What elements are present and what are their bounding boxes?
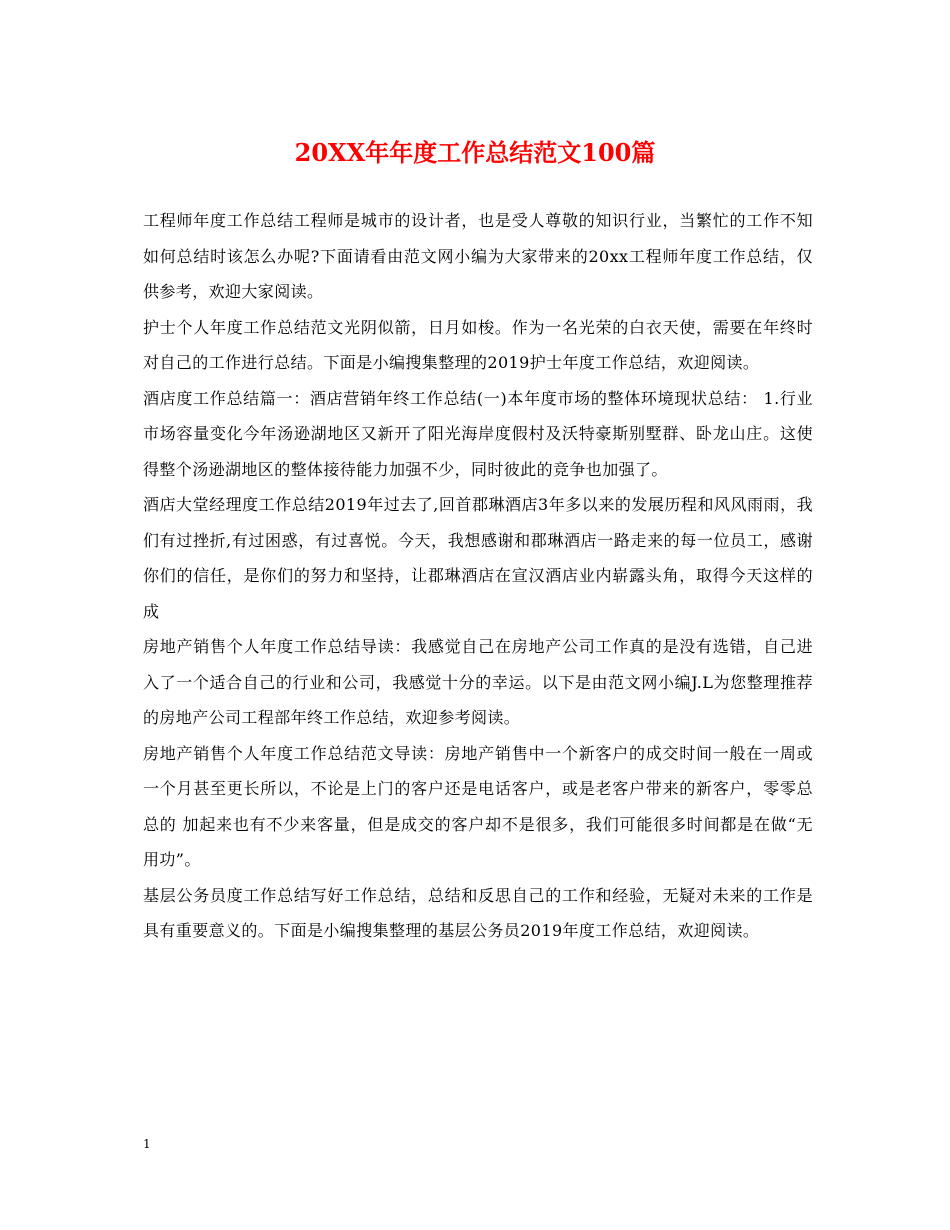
paragraph-nurse-summary: 护士个人年度工作总结范文光阴似箭，日月如梭。作为一名光荣的白衣天使，需要在年终时对自己的工作进行总结。下面是小编搜集整理的2019护士年度工作总结，欢迎阅读。 [143,317,813,372]
paragraph-real-estate-summary: 房地产销售个人年度工作总结导读：我感觉自己在房地产公司工作真的是没有选错，自己进入了一个适合自己的行业和公司，我感觉十分的幸运。以下是由范文网小编J.L为您整理推荐的房地产公司工程部年终工作总结，欢迎参考阅读。 [143,637,813,727]
paragraph-engineer-summary: 工程师年度工作总结工程师是城市的设计者，也是受人尊敬的知识行业，当繁忙的工作不知如何总结时该怎么办呢?下面请看由范文网小编为大家带来的20xx工程师年度工作总结，仅供参考，欢迎大家阅读。 [143,211,813,301]
paragraph-civil-servant-summary: 基层公务员度工作总结写好工作总结，总结和反思自己的工作和经验，无疑对未来的工作是具有重要意义的。下面是小编搜集整理的基层公务员2019年度工作总结，欢迎阅读。 [143,885,813,940]
paragraph-hotel-summary: 酒店度工作总结篇一：酒店营销年终工作总结(一)本年度市场的整体环境现状总结： 1.行业市场容量变化今年汤逊湖地区又新开了阳光海岸度假村及沃特豪斯别墅群、卧龙山庄。这使得整个汤逊湖地区的整体接待能力加强不少，同时彼此的竞争也加强了。 [143,388,813,479]
page-number: 1 [143,1137,151,1151]
document-title: 20XX年年度工作总结范文100篇 [294,138,656,167]
paragraph-lobby-manager-summary: 酒店大堂经理度工作总结2019年过去了,回首郡琳酒店3年多以来的发展历程和风风雨雨，我们有过挫折,有过困惑，有过喜悦。今天，我想感谢和郡琳酒店一路走来的每一位员工，感谢你们的信任，是你们的努力和坚持，让郡琳酒店在宣汉酒店业内崭露头角，取得今天这样的成 [143,495,813,621]
paragraph-real-estate-sales-summary: 房地产销售个人年度工作总结范文导读：房地产销售中一个新客户的成交时间一般在一周或一个月甚至更长所以，不论是上门的客户还是电话客户，或是老客户带来的新客户，零零总总的 加起来也有不少来客量，但是成交的客户却不是很多，我们可能很多时间都是在做“无用功”。 [143,743,813,869]
document-body [143,203,813,949]
